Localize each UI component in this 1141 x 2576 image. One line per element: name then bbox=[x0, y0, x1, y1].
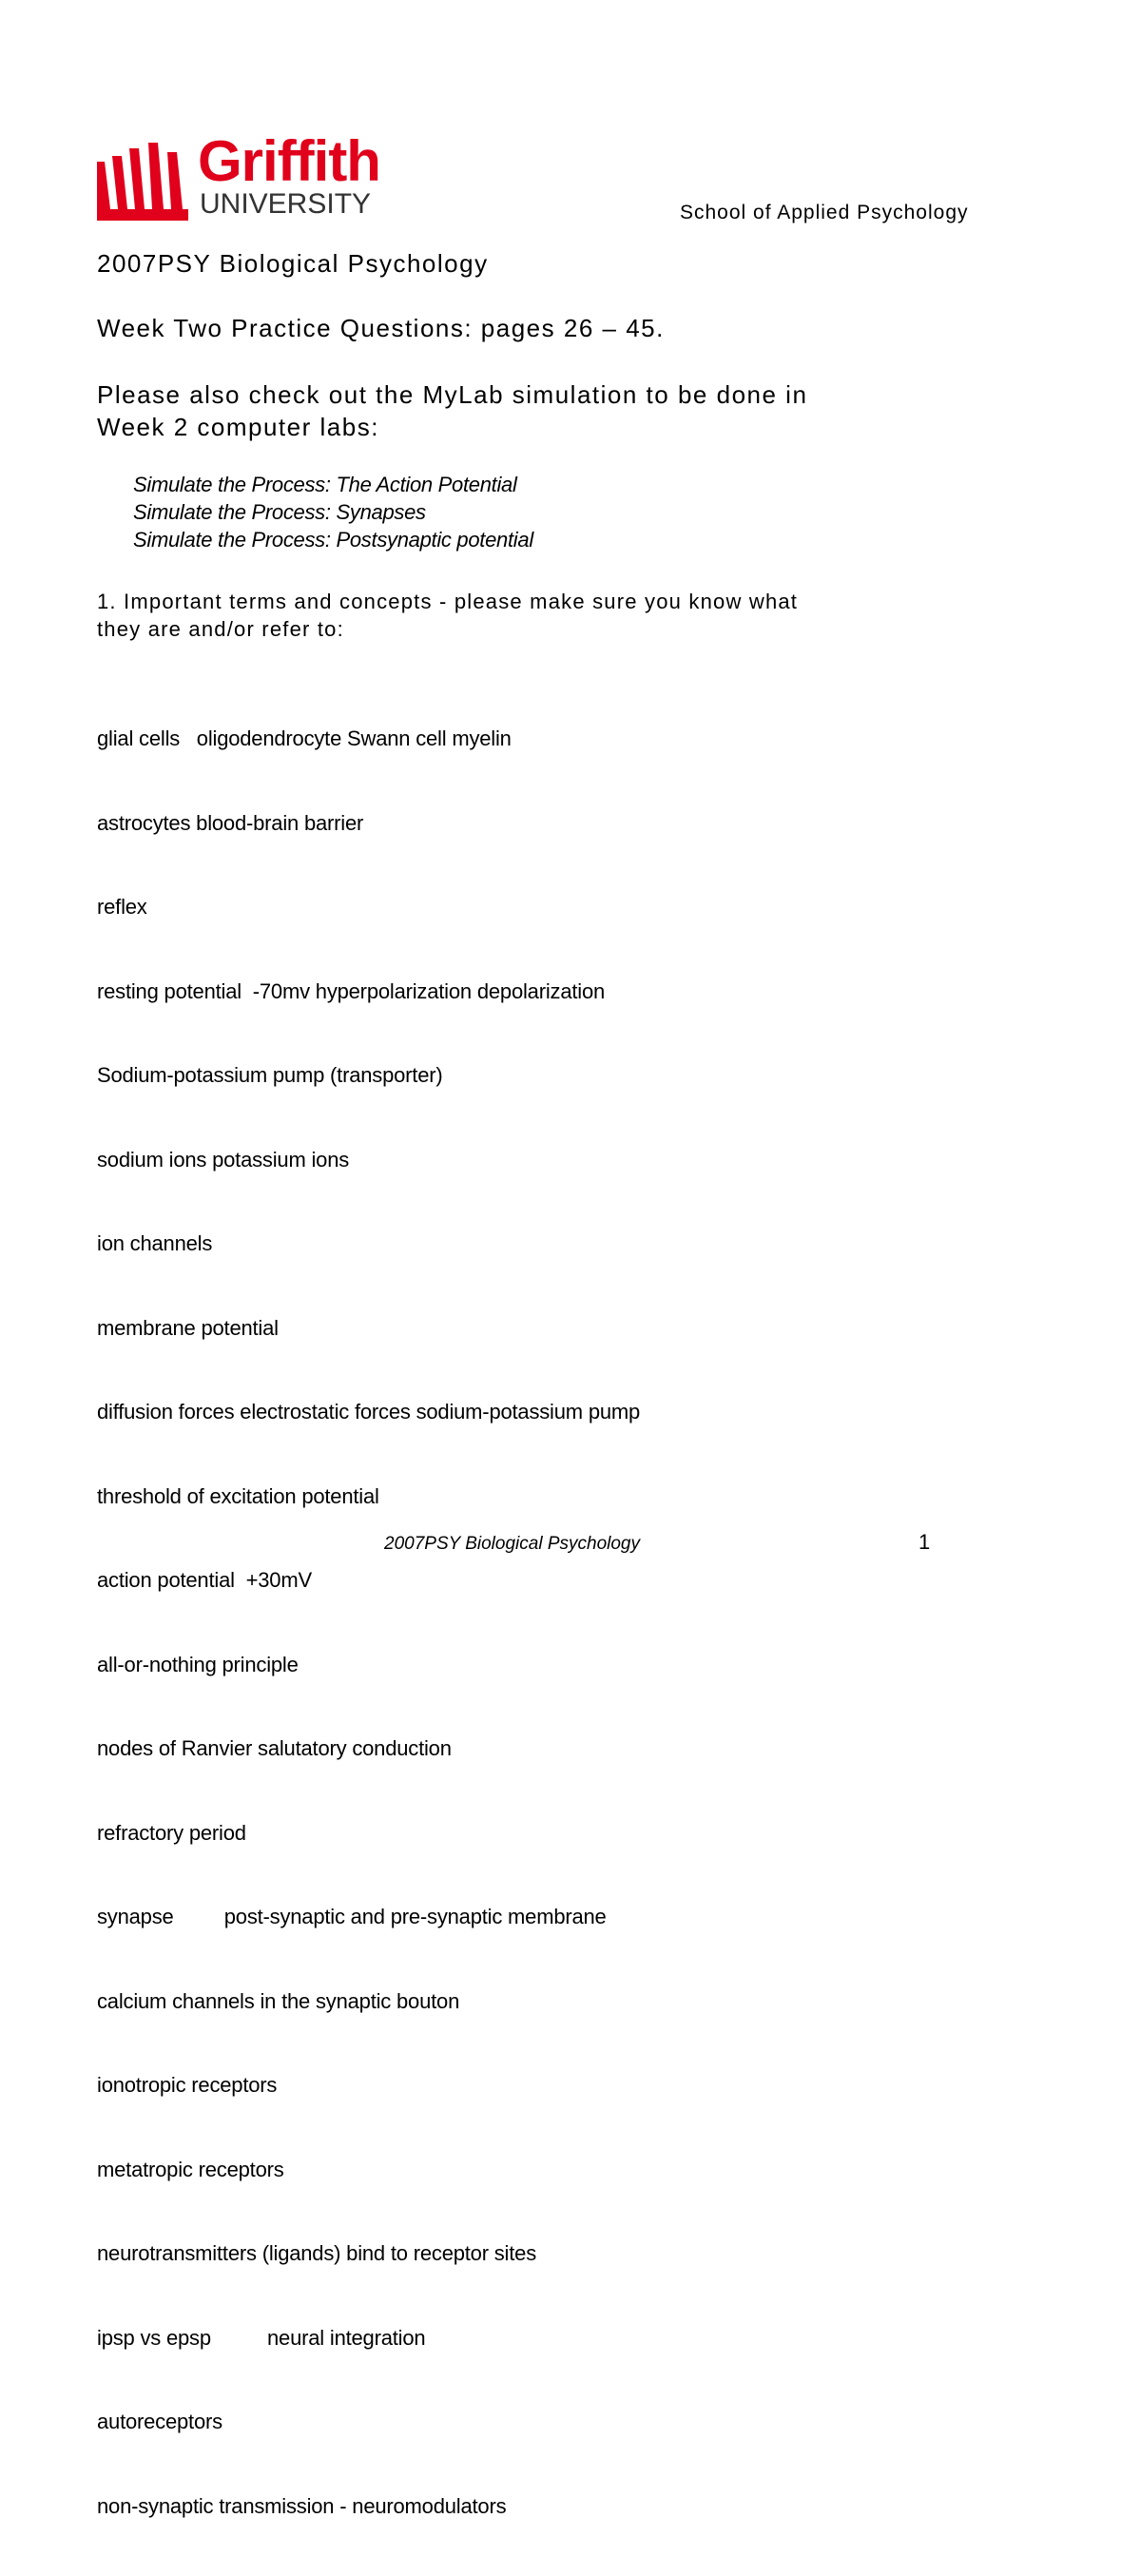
week-title: Week Two Practice Questions: pages 26 – 45. bbox=[97, 314, 665, 342]
footer-title: 2007PSY Biological Psychology bbox=[384, 1534, 640, 1554]
term-line: all-or-nothing principle bbox=[97, 1652, 299, 1676]
term-line: ion channels bbox=[97, 1231, 213, 1255]
term-line: neurotransmitters (ligands) bind to receptor sites bbox=[97, 2241, 536, 2265]
term-line: astrocytes blood-brain barrier bbox=[97, 810, 364, 835]
term-line: action potential +30mV bbox=[97, 1568, 312, 1592]
term-line: resting potential -70mv hyperpolarization depolarization bbox=[97, 978, 606, 1003]
simulation-list bbox=[133, 471, 533, 553]
simulation-item: Simulate the Process: The Action Potential bbox=[133, 473, 517, 496]
term-line: reflex bbox=[97, 895, 147, 919]
question-1-heading bbox=[97, 588, 798, 643]
term-line: autoreceptors bbox=[97, 2410, 222, 2433]
term-line: diffusion forces electrostatic forces sodium-potassium pump bbox=[97, 1400, 641, 1424]
term-line: calcium channels in the synaptic bouton bbox=[97, 1988, 460, 2013]
question-line: they are and/or refer to: bbox=[97, 617, 344, 641]
logo-subtitle: UNIVERSITY bbox=[200, 188, 372, 220]
term-line: ipsp vs epsp neural integration bbox=[97, 2325, 426, 2350]
simulation-item: Simulate the Process: Synapses bbox=[133, 500, 426, 524]
term-line: threshold of excitation potential bbox=[97, 1483, 379, 1508]
term-line: synapse post-synaptic and pre-synaptic membrane bbox=[97, 1905, 607, 1928]
term-line: sodium ions potassium ions bbox=[97, 1147, 350, 1172]
course-title: 2007PSY Biological Psychology bbox=[97, 249, 489, 278]
term-line: nodes of Ranvier salutatory conduction bbox=[97, 1736, 452, 1760]
page-number: 1 bbox=[919, 1530, 931, 1554]
intro-line: Week 2 computer labs: bbox=[97, 413, 379, 441]
question-line: 1. Important terms and concepts - please make sure you know what bbox=[97, 590, 799, 613]
intro-line: Please also check out the MyLab simulation to be done in bbox=[97, 380, 808, 409]
term-line: refractory period bbox=[97, 1820, 246, 1845]
term-line: metatropic receptors bbox=[97, 2157, 284, 2181]
school-name: School of Applied Psychology bbox=[680, 202, 969, 223]
griffith-logo bbox=[97, 129, 392, 221]
terms-list bbox=[97, 668, 640, 2576]
term-line: ionotropic receptors bbox=[97, 2073, 278, 2097]
term-line: non-synaptic transmission - neuromodulators bbox=[97, 2493, 507, 2518]
simulation-item: Simulate the Process: Postsynaptic potential bbox=[133, 528, 533, 552]
term-line: Sodium-potassium pump (transporter) bbox=[97, 1063, 443, 1087]
term-line: glial cells oligodendrocyte Swann cell myelin bbox=[97, 726, 512, 750]
logo-wordmark: Griffith bbox=[198, 129, 380, 193]
griffith-logo-mark-icon bbox=[97, 143, 188, 221]
term-line: membrane potential bbox=[97, 1315, 279, 1340]
intro-paragraph bbox=[97, 378, 807, 443]
